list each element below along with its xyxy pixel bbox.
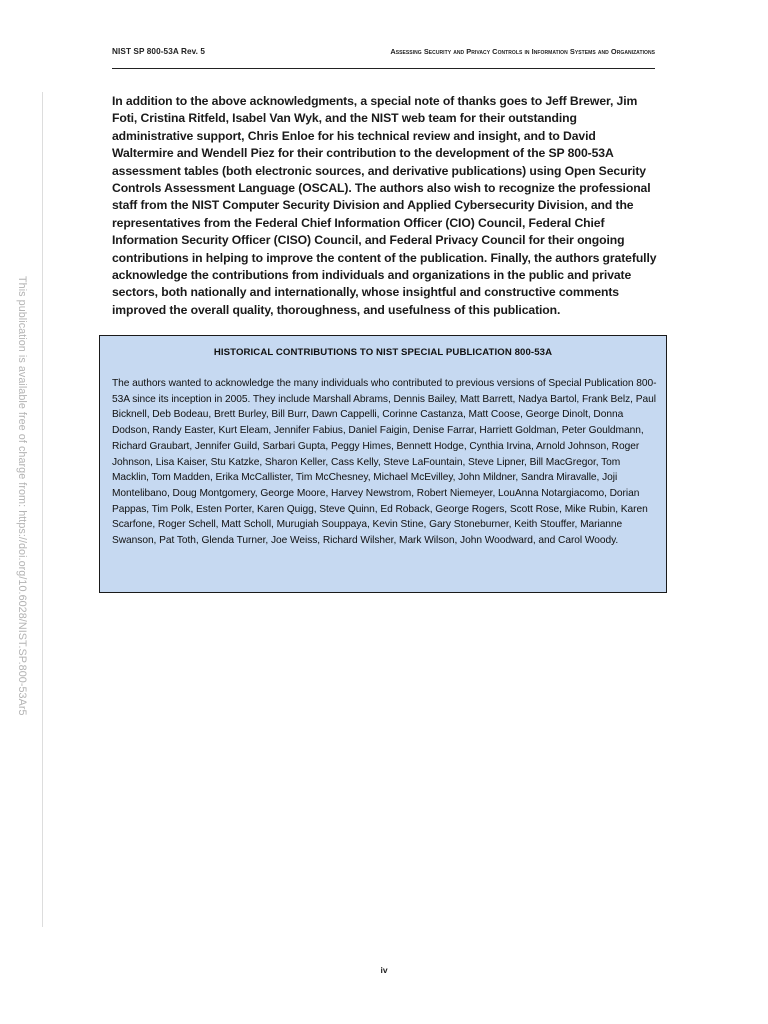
page-number: iv [380,965,388,975]
running-header [112,47,655,61]
header-document-id: NIST SP 800-53A Rev. 5 [112,47,206,56]
historical-contributions-box [99,335,667,593]
acknowledgments-paragraph: In addition to the above acknowledgments, a special note of thanks goes to Jeff Brewer, Jim Foti, Cristina Ritfeld, Isabel Van Wyk, and the NIST web team for their outstanding administrative support, Chris Enloe for his technical review and insight, and to David Waltermire and Wendell Piez for their contribution to the development of the SP 800-53A assessment tables (both electronic sources, and derivative publications) using Open Security Controls Assessment Language (OSCAL). The authors also wish to recognize the professional staff from the NIST Computer Security Division and Applied Cybersecurity Division, and the representatives from the Federal Chief Information Officer (CIO) Council, Federal Chief Information Security Officer (CISO) Council, and Federal Privacy Council for their ongoing contributions in helping to improve the content of the publication. Finally, the authors gratefully acknowledge the contributions from individuals and organizations in the public and private sectors, both nationally and internationally, whose insightful and constructive comments improved the overall quality, thoroughness, and usefulness of this publication. [112,94,657,317]
margin-divider [42,92,43,927]
header-document-title: Assessing Security and Privacy Controls in Information Systems and Organizations [390,47,655,56]
callout-title: HISTORICAL CONTRIBUTIONS TO NIST SPECIAL PUBLICATION 800-53A [213,347,553,358]
availability-side-note: This publication is available free of charge from: https://doi.org/10.6028/NIST.SP.800-53Ar5 [16,276,28,716]
callout-text: The authors wanted to acknowledge the many individuals who contributed to previous versions of Special Publication 800-53A since its inception in 2005. They include Marshall Abrams, Dennis Bailey, Matt Barrett, Nadya Bartol, Frank Belz, Paul Bicknell, Deb Bodeau, Brett Burley, Bill Burr, Dawn Cappelli, Corinne Castanza, Matt Coose, George Dinolt, Donna Dodson, Randy Easter, Kurt Eleam, Jennifer Fabius, Daniel Faigin, Denise Farrar, Harriett Goldman, Peter Gouldmann, Richard Graubart, Jennifer Guild, Sarbari Gupta, Peggy Himes, Bennett Hodge, Cynthia Irvina, Arnold Johnson, Roger Johnson, Lisa Kaiser, Stu Katzke, Sharon Keller, Cass Kelly, Steve LaFountain, Steve Lipner, Bill MacGregor, Tom Macklin, Tom Madden, Erika McCallister, Tim McChesney, Michael McEvilley, John Mildner, Sandra Miravalle, Joji Montelibano, Doug Montgomery, George Moore, Harvey Newstrom, Robert Niemeyer, LouAnna Notargiacomo, Dorian Pappas, Tim Polk, Esten Porter, Karen Quigg, Steve Quinn, Ed Roback, George Rogers, Scott Rose, Mike Rubin, Karen Scarfone, Roger Schell, Matt Scholl, Murugiah Souppaya, Kevin Stine, Gary Stoneburner, Keith Stouffer, Marianne Swanson, Pat Toth, Glenda Turner, Joe Weiss, Richard Wilsher, Mark Wilson, John Woodward, and Carol Woody. [112,378,657,547]
header-divider [112,68,655,69]
